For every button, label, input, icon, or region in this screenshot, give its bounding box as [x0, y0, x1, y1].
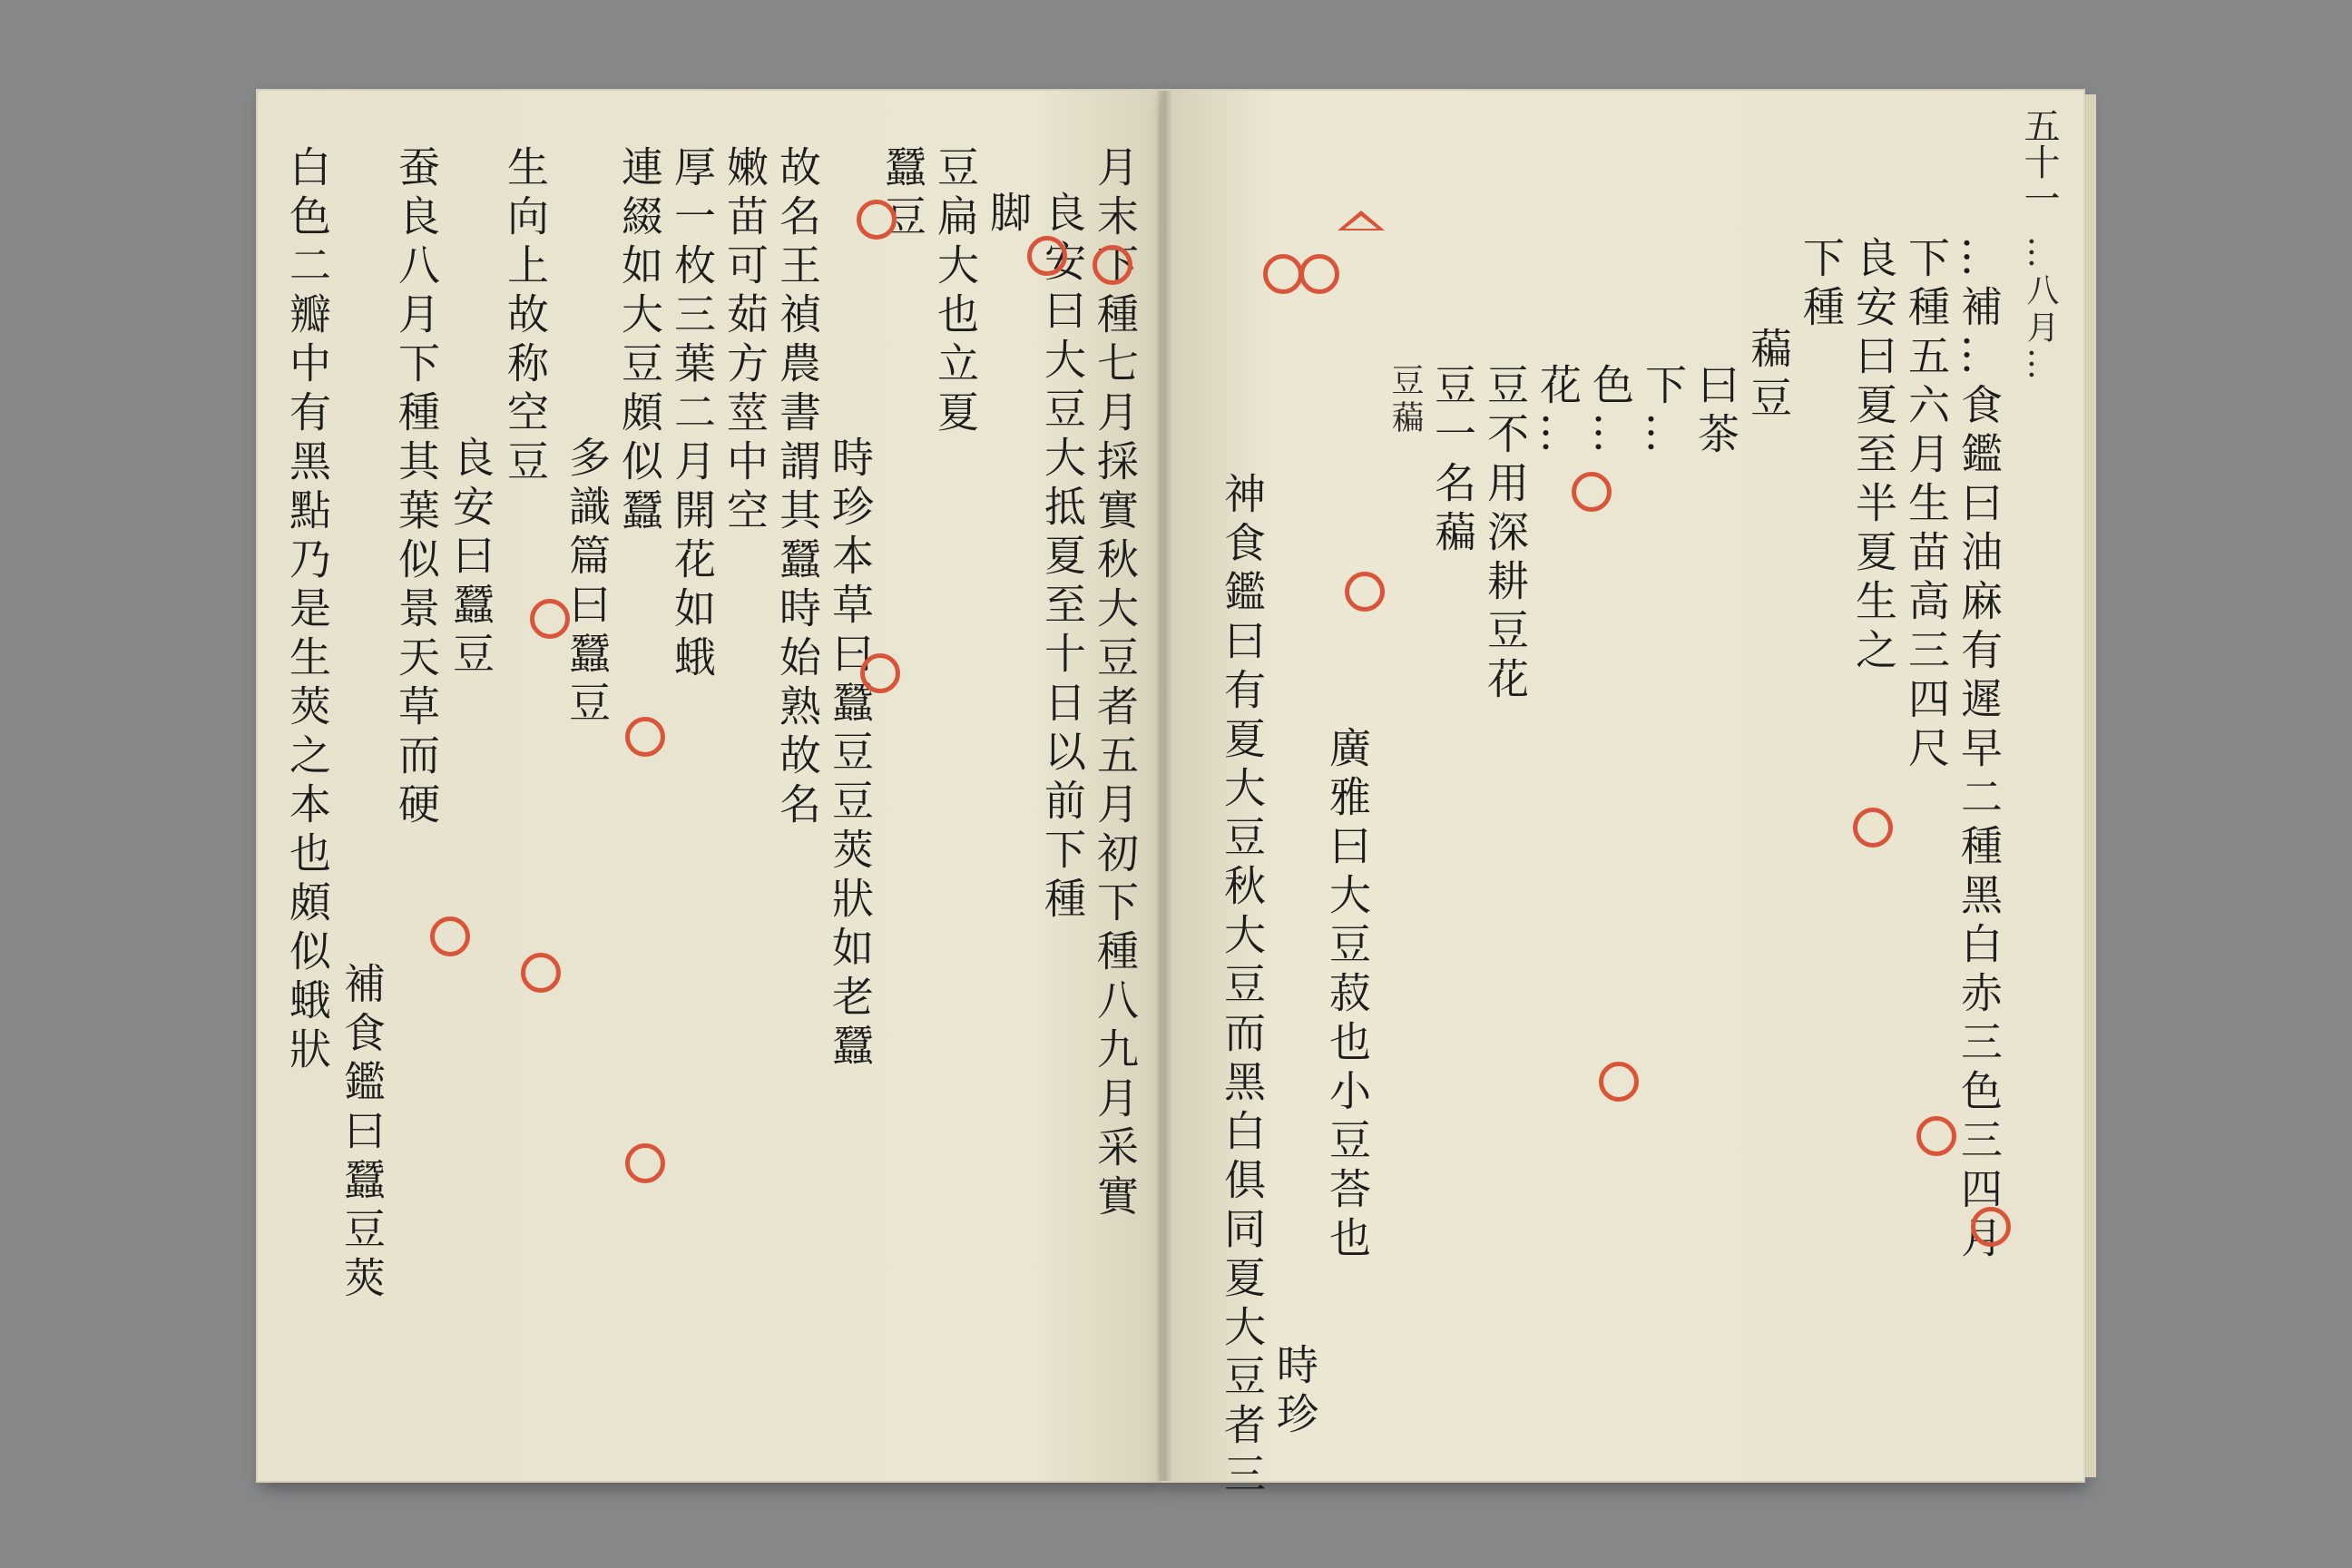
red-circle-mark — [1599, 1062, 1639, 1102]
red-circle-mark — [857, 200, 897, 240]
text-column: 生向上故称空豆 — [501, 145, 550, 488]
text-column: 嫩苗可茹方莖中空 — [720, 145, 769, 537]
red-circle-mark — [530, 599, 570, 639]
text-column: 脚 — [984, 191, 1033, 240]
text-column: 故名王禎農書謂其蠶時始熟故名 — [773, 145, 822, 831]
text-column: 厚一枚三葉二月開花如蛾 — [668, 145, 717, 684]
page-edge-stack — [2083, 94, 2096, 1477]
red-circle-mark — [1916, 1116, 1956, 1156]
text-column: 補食鑑曰蠶豆莢 — [338, 962, 387, 1305]
red-circle-mark — [521, 953, 561, 993]
text-column: 神食鑑曰有夏大豆秋大豆而黑白俱同夏大豆者三 — [1218, 472, 1267, 1501]
red-circle-mark — [1345, 572, 1385, 612]
text-column: 蠶豆 — [878, 145, 927, 243]
text-column: 白色二瓣中有黑點乃是生莢之本也頗似蛾狀 — [283, 145, 332, 1076]
red-circle-mark — [430, 916, 470, 956]
left-page — [258, 91, 1163, 1481]
text-column: 豆扁大也立夏 — [931, 145, 980, 439]
text-column: 良安曰蠶豆 — [446, 436, 495, 681]
red-circle-mark — [1299, 254, 1339, 294]
text-column: 時珍 — [1270, 1343, 1319, 1441]
red-circle-mark — [625, 1143, 665, 1183]
red-circle-mark — [1853, 808, 1893, 848]
right-page — [1163, 91, 2083, 1501]
text-column: 月末下種七月採實秋大豆者五月初下種八九月采實 — [1091, 145, 1140, 1223]
book-gutter — [1156, 91, 1172, 1481]
text-column: 良安曰夏至半夏生之 — [1849, 236, 1898, 677]
text-column: …補…食鑑曰油麻有遲早二種黑白赤三色三四月 — [1955, 236, 2004, 1265]
red-circle-mark — [1263, 254, 1303, 294]
open-book-spread — [258, 91, 2083, 1501]
text-column: 廣雅曰大豆菽也小豆荅也 — [1323, 726, 1372, 1265]
text-column: 蚕良八月下種其葉似景天草而硬 — [392, 145, 441, 831]
text-column: 豆藊 — [1387, 363, 1424, 437]
text-column: 豆一名藊 — [1428, 363, 1477, 559]
red-circle-mark — [1572, 472, 1612, 512]
text-column: 豆不用深耕豆花 — [1481, 363, 1530, 706]
text-column: 下種 — [1797, 236, 1846, 334]
text-column: 下… — [1639, 363, 1688, 461]
red-circle-mark — [625, 717, 665, 757]
red-triangle-mark — [1338, 211, 1385, 230]
red-circle-mark — [860, 653, 900, 693]
text-column: 時珍本草曰蠶豆豆莢狀如老蠶 — [826, 436, 875, 1073]
text-column: 多識篇曰蠶豆 — [563, 436, 612, 730]
red-circle-mark — [1971, 1207, 2011, 1247]
text-column: 下種五六月生苗高三四尺 — [1902, 236, 1951, 775]
text-column: 曰茶 — [1691, 363, 1740, 461]
red-circle-mark — [1093, 245, 1132, 285]
page-number: 五十一 — [2018, 107, 2060, 216]
text-column: …八月… — [2022, 236, 2059, 385]
text-column: 花… — [1534, 363, 1583, 461]
red-circle-mark — [1027, 236, 1067, 276]
text-column: 色… — [1586, 363, 1635, 461]
text-column: 藊豆 — [1744, 327, 1793, 425]
text-column: 良安曰大豆大抵夏至十日以前下種 — [1038, 191, 1087, 926]
text-column: 連綴如大豆頗似蠶 — [615, 145, 664, 537]
